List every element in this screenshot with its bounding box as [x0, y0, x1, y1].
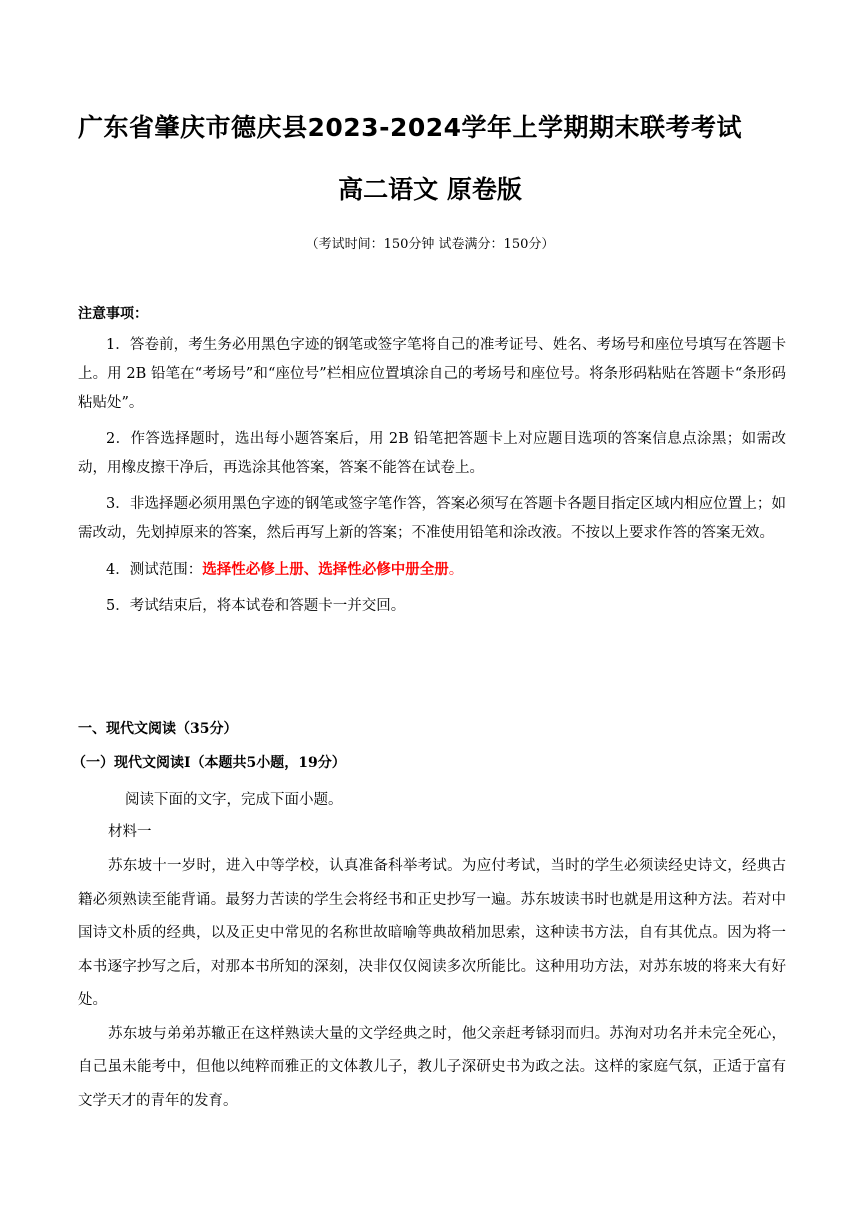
exam-time-and-score: （考试时间：150分钟 试卷满分：150分） [305, 237, 555, 252]
section-heading: 一、现代文阅读（35分） [78, 721, 238, 737]
notice-item-3: 3．非选择题必须用黑色字迹的钢笔或签字笔作答，答案必须写在答题卡各题目指定区域内相应位置上；如需改动，先划掉原来的答案，然后再写上新的答案；不准使用铅笔和涂改液。不按以上要求作答的答案无效。 [78, 496, 786, 541]
notice-heading: 注意事项： [78, 306, 148, 322]
reading-passage [78, 850, 786, 1118]
material-label: 材料一 [108, 824, 152, 840]
notice-item-2: 2．作答选择题时，选出每小题答案后，用 2B 铅笔把答题卡上对应题目选项的答案信息点涂黑；如需改动，用橡皮擦干净后，再选涂其他答案，答案不能答在试卷上。 [78, 431, 786, 476]
passage-paragraph-1: 苏东坡十一岁时，进入中等学校，认真准备科举考试。为应付考试，当时的学生必须读经史诗文，经典古籍必须熟读至能背诵。最努力苦读的学生会将经书和正史抄写一遍。苏东坡读书时也就是用这种方法。若对中国诗文朴质的经典，以及正史中常见的名称世故暗喻等典故稍加思索，这种读书方法，自有其优点。因为将一本书逐字抄写之后，对那本书所知的深刻，决非仅仅阅读多次所能比。这种用功方法，对苏东坡的将来大有好处。 [78, 858, 786, 1008]
notice-list [78, 331, 786, 628]
notice-item-4-prefix: 4．测试范围： [106, 562, 203, 578]
notice-item-4 [78, 555, 786, 585]
notice-item-4-suffix: 。 [448, 562, 464, 578]
passage-paragraph-2: 苏东坡与弟弟苏辙正在这样熟读大量的文学经典之时，他父亲赶考铩羽而归。苏洵对功名并未完全死心，自己虽未能考中，但他以纯粹而雅正的文体教儿子，教儿子深研史书为政之法。这样的家庭气氛，正适于富有文学天才的青年的发育。 [78, 1025, 786, 1109]
exam-title: 广东省肇庆市德庆县2023-2024学年上学期期末联考考试 [78, 113, 743, 142]
subsection-heading: （一）现代文阅读Ⅰ（本题共5小题，19分） [72, 755, 346, 771]
notice-item-1: 1．答卷前，考生务必用黑色字迹的钢笔或签字笔将自己的准考证号、姓名、考场号和座位号填写在答题卡上。用 2B 铅笔在“考场号”和“座位号”栏相应位置填涂自己的考场号和座位号。将条形码粘贴在答题卡“条形码粘贴处”。 [78, 337, 786, 411]
exam-subtitle: 高二语文 原卷版 [338, 175, 522, 204]
notice-item-5: 5．考试结束后，将本试卷和答题卡一并交回。 [106, 598, 406, 614]
reading-instruction: 阅读下面的文字，完成下面小题。 [125, 792, 343, 808]
test-scope-highlight: 选择性必修上册、选择性必修中册全册 [202, 561, 449, 578]
